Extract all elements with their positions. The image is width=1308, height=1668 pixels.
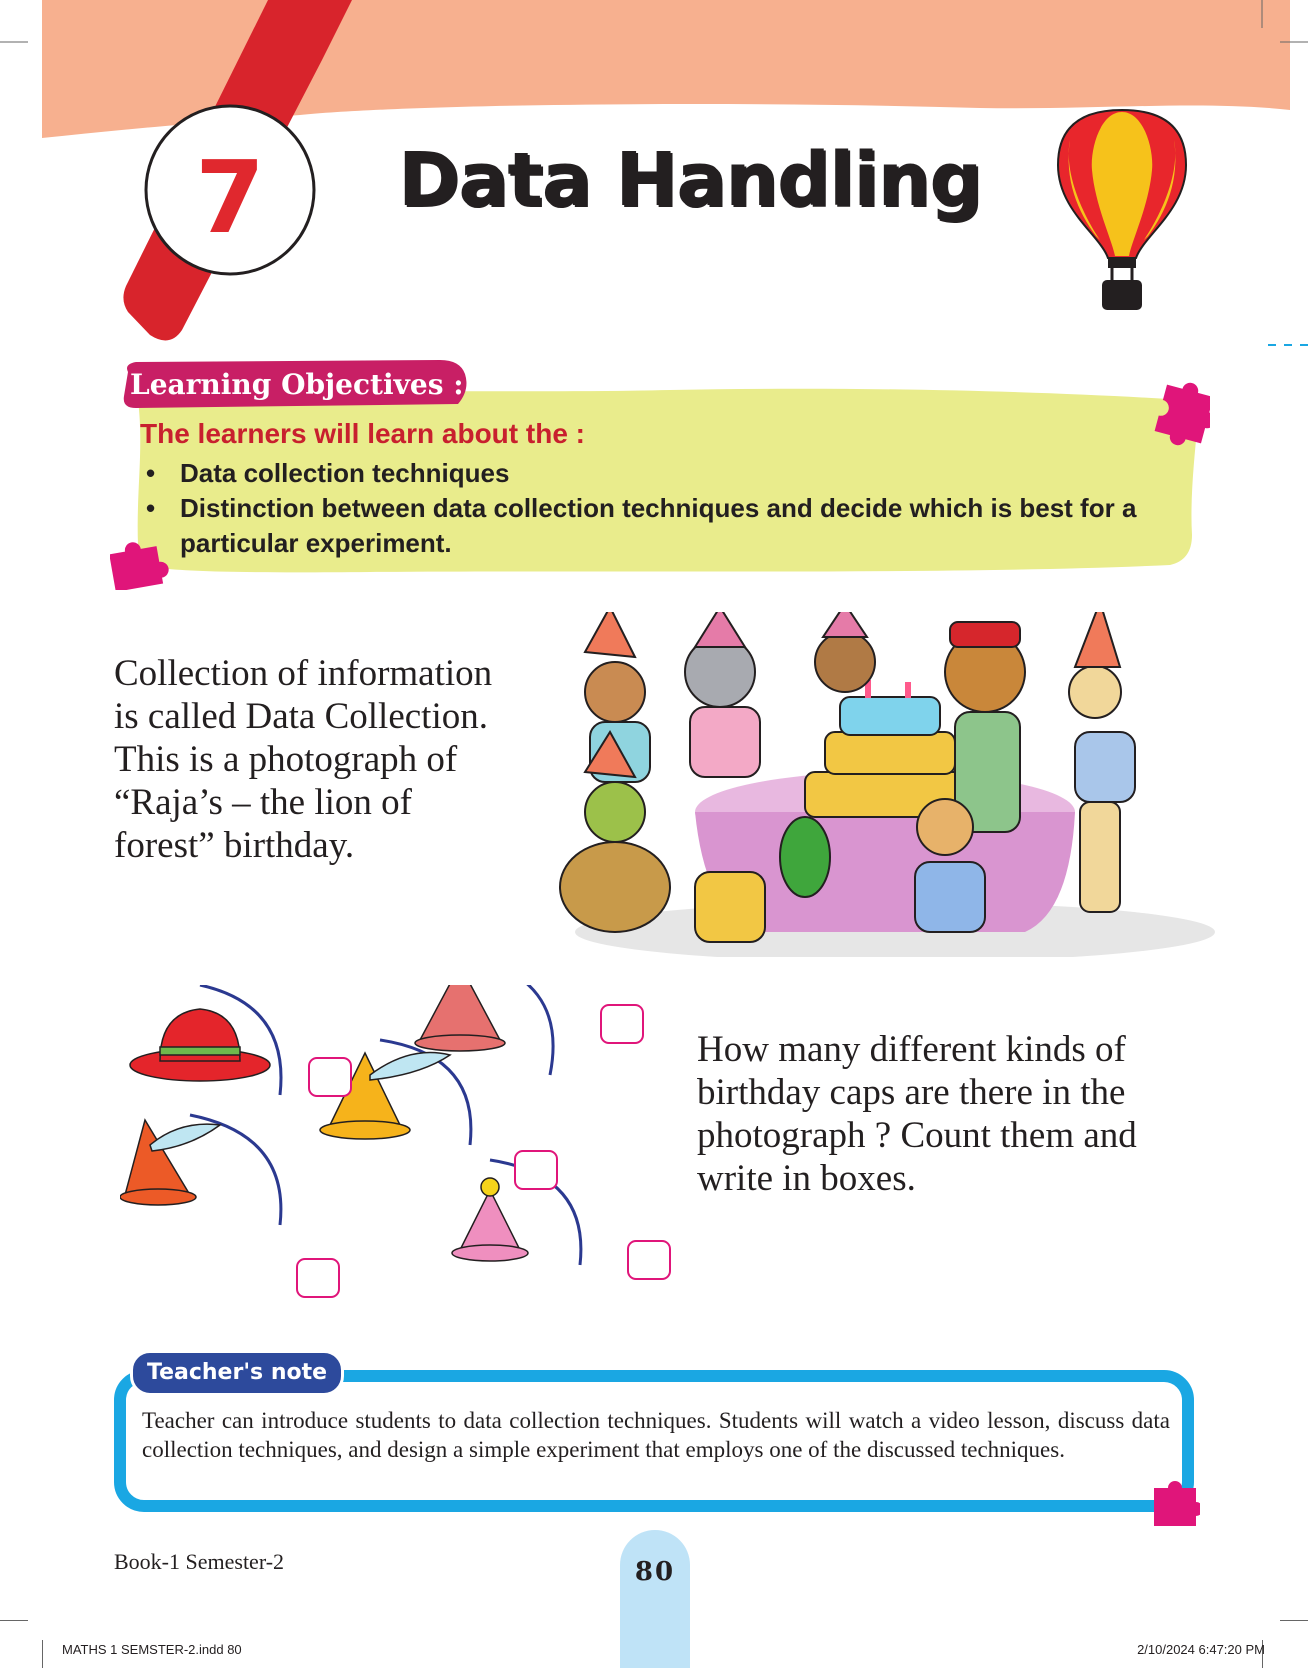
flower-cap-icon (452, 1178, 528, 1261)
learning-objectives-intro: The learners will learn about the : (140, 418, 585, 449)
answer-box-flower-cap[interactable] (627, 1240, 671, 1280)
crop-mark (1280, 1620, 1308, 1621)
answer-box-red-hat[interactable] (308, 1057, 352, 1097)
chapter-title: Data Handling (398, 137, 982, 223)
crop-mark (0, 1620, 28, 1621)
puzzle-piece-icon (1150, 1478, 1200, 1528)
page-number: 80 (634, 1557, 676, 1587)
hot-air-balloon-icon (1058, 110, 1186, 310)
teachers-note-label: Teacher's note (130, 1350, 344, 1396)
list-item: • Distinction between data collection techniques and decide which is best for a particular experiment. (146, 493, 1137, 558)
chapter-number: 7 (195, 139, 265, 256)
crop-mark (42, 1640, 43, 1668)
page-number-tab (620, 1530, 690, 1668)
red-hat-icon (130, 1009, 270, 1081)
learning-objectives-list (140, 456, 1180, 561)
print-file-label: MATHS 1 SEMSTER-2.indd 80 (62, 1642, 242, 1657)
teachers-note-text: Teacher can introduce students to data collection techniques. Students will watch a video lesson, discuss data collection techniques, and design a simple experiment that employs one of the discussed techniques. (142, 1408, 1170, 1462)
bullet-icon: • (146, 493, 156, 523)
birthday-party-illustration (555, 612, 1220, 957)
book-label: Book-1 Semester-2 (114, 1549, 285, 1574)
orange-feather-cap-icon (120, 1120, 220, 1205)
learning-objectives-heading: Learning Objectives : (130, 368, 464, 401)
caps-question: How many different kinds of birthday caps are there in the photograph ? Count them and write in boxes. (697, 1029, 1137, 1199)
answer-box-frilled-cone-cap[interactable] (600, 1004, 644, 1044)
intro-paragraph: Collection of information is called Data Collection. This is a photograph of “Raja’s – the lion of forest” birthday. (114, 653, 493, 866)
frilled-cone-cap-icon (415, 985, 505, 1051)
birthday-caps-graphic (120, 985, 680, 1335)
answer-box-feather-cap[interactable] (514, 1150, 558, 1190)
bullet-icon: • (146, 458, 156, 488)
list-item: • Data collection techniques (140, 456, 1180, 491)
answer-box-orange-feather-cap[interactable] (296, 1258, 340, 1298)
print-timestamp: 2/10/2024 6:47:20 PM (1137, 1642, 1265, 1657)
